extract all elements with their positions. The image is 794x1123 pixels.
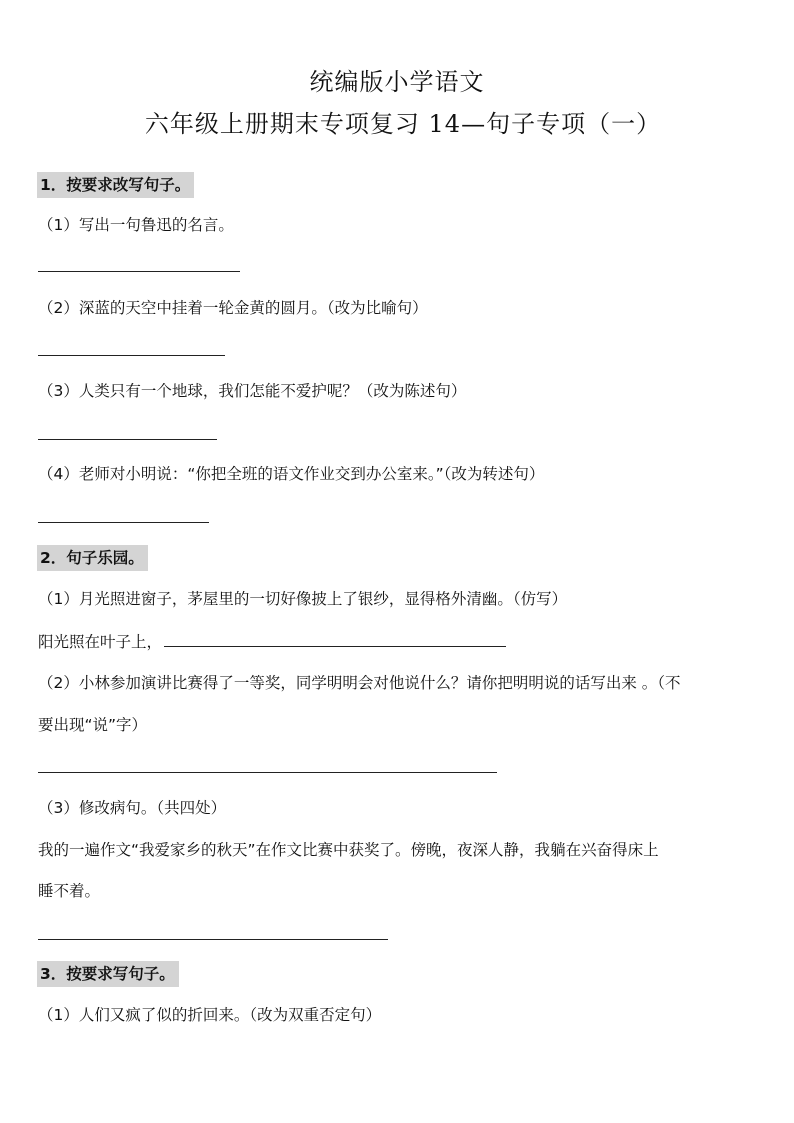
document-subtitle: 六年级上册期末专项复习 14—句子专项（一） — [144, 110, 662, 138]
question-1-4: （4）老师对小明说：“你把全班的语文作业交到办公室来。”（改为转述句） — [38, 465, 545, 483]
question-2-3: （3）修改病句。（共四处） — [38, 799, 227, 817]
document-title: 统编版小学语文 — [309, 68, 485, 96]
answer-line-2-2[interactable] — [38, 772, 497, 773]
question-2-2-line2: 要出现“说”字） — [38, 716, 148, 734]
question-1-1: （1）写出一句鲁迅的名言。 — [38, 216, 234, 234]
question-2-1: （1）月光照进窗子，茅屋里的一切好像披上了银纱，显得格外清幽。（仿写） — [38, 590, 568, 608]
question-2-2-line1: （2）小林参加演讲比赛得了一等奖，同学明明会对他说什么？请你把明明说的话写出来 。（不 — [38, 674, 681, 692]
imitation-start-text: 阳光照在叶子上， — [38, 633, 163, 651]
sick-sentence-line1: 我的一遍作文“我爱家乡的秋天”在作文比赛中获奖了。傍晚，夜深人静，我躺在兴奋得床上 — [38, 841, 659, 859]
section-2-heading: 2．句子乐园。 — [37, 545, 148, 571]
question-3-1: （1）人们又疯了似的折回来。（改为双重否定句） — [38, 1006, 382, 1024]
answer-line-1-4[interactable] — [38, 522, 209, 523]
answer-line-2-1[interactable] — [164, 646, 506, 647]
question-1-3: （3）人类只有一个地球，我们怎能不爱护呢？（改为陈述句） — [38, 382, 467, 400]
answer-line-1-2[interactable] — [38, 355, 225, 356]
section-1-heading: 1．按要求改写句子。 — [37, 172, 194, 198]
answer-line-1-3[interactable] — [38, 439, 217, 440]
answer-line-2-3[interactable] — [38, 939, 388, 940]
sick-sentence-line2: 睡不着。 — [38, 882, 101, 900]
section-3-heading: 3．按要求写句子。 — [37, 961, 179, 987]
answer-line-1-1[interactable] — [38, 271, 240, 272]
question-1-2: （2）深蓝的天空中挂着一轮金黄的圆月。（改为比喻句） — [38, 299, 428, 317]
question-2-1-prompt — [38, 630, 506, 654]
